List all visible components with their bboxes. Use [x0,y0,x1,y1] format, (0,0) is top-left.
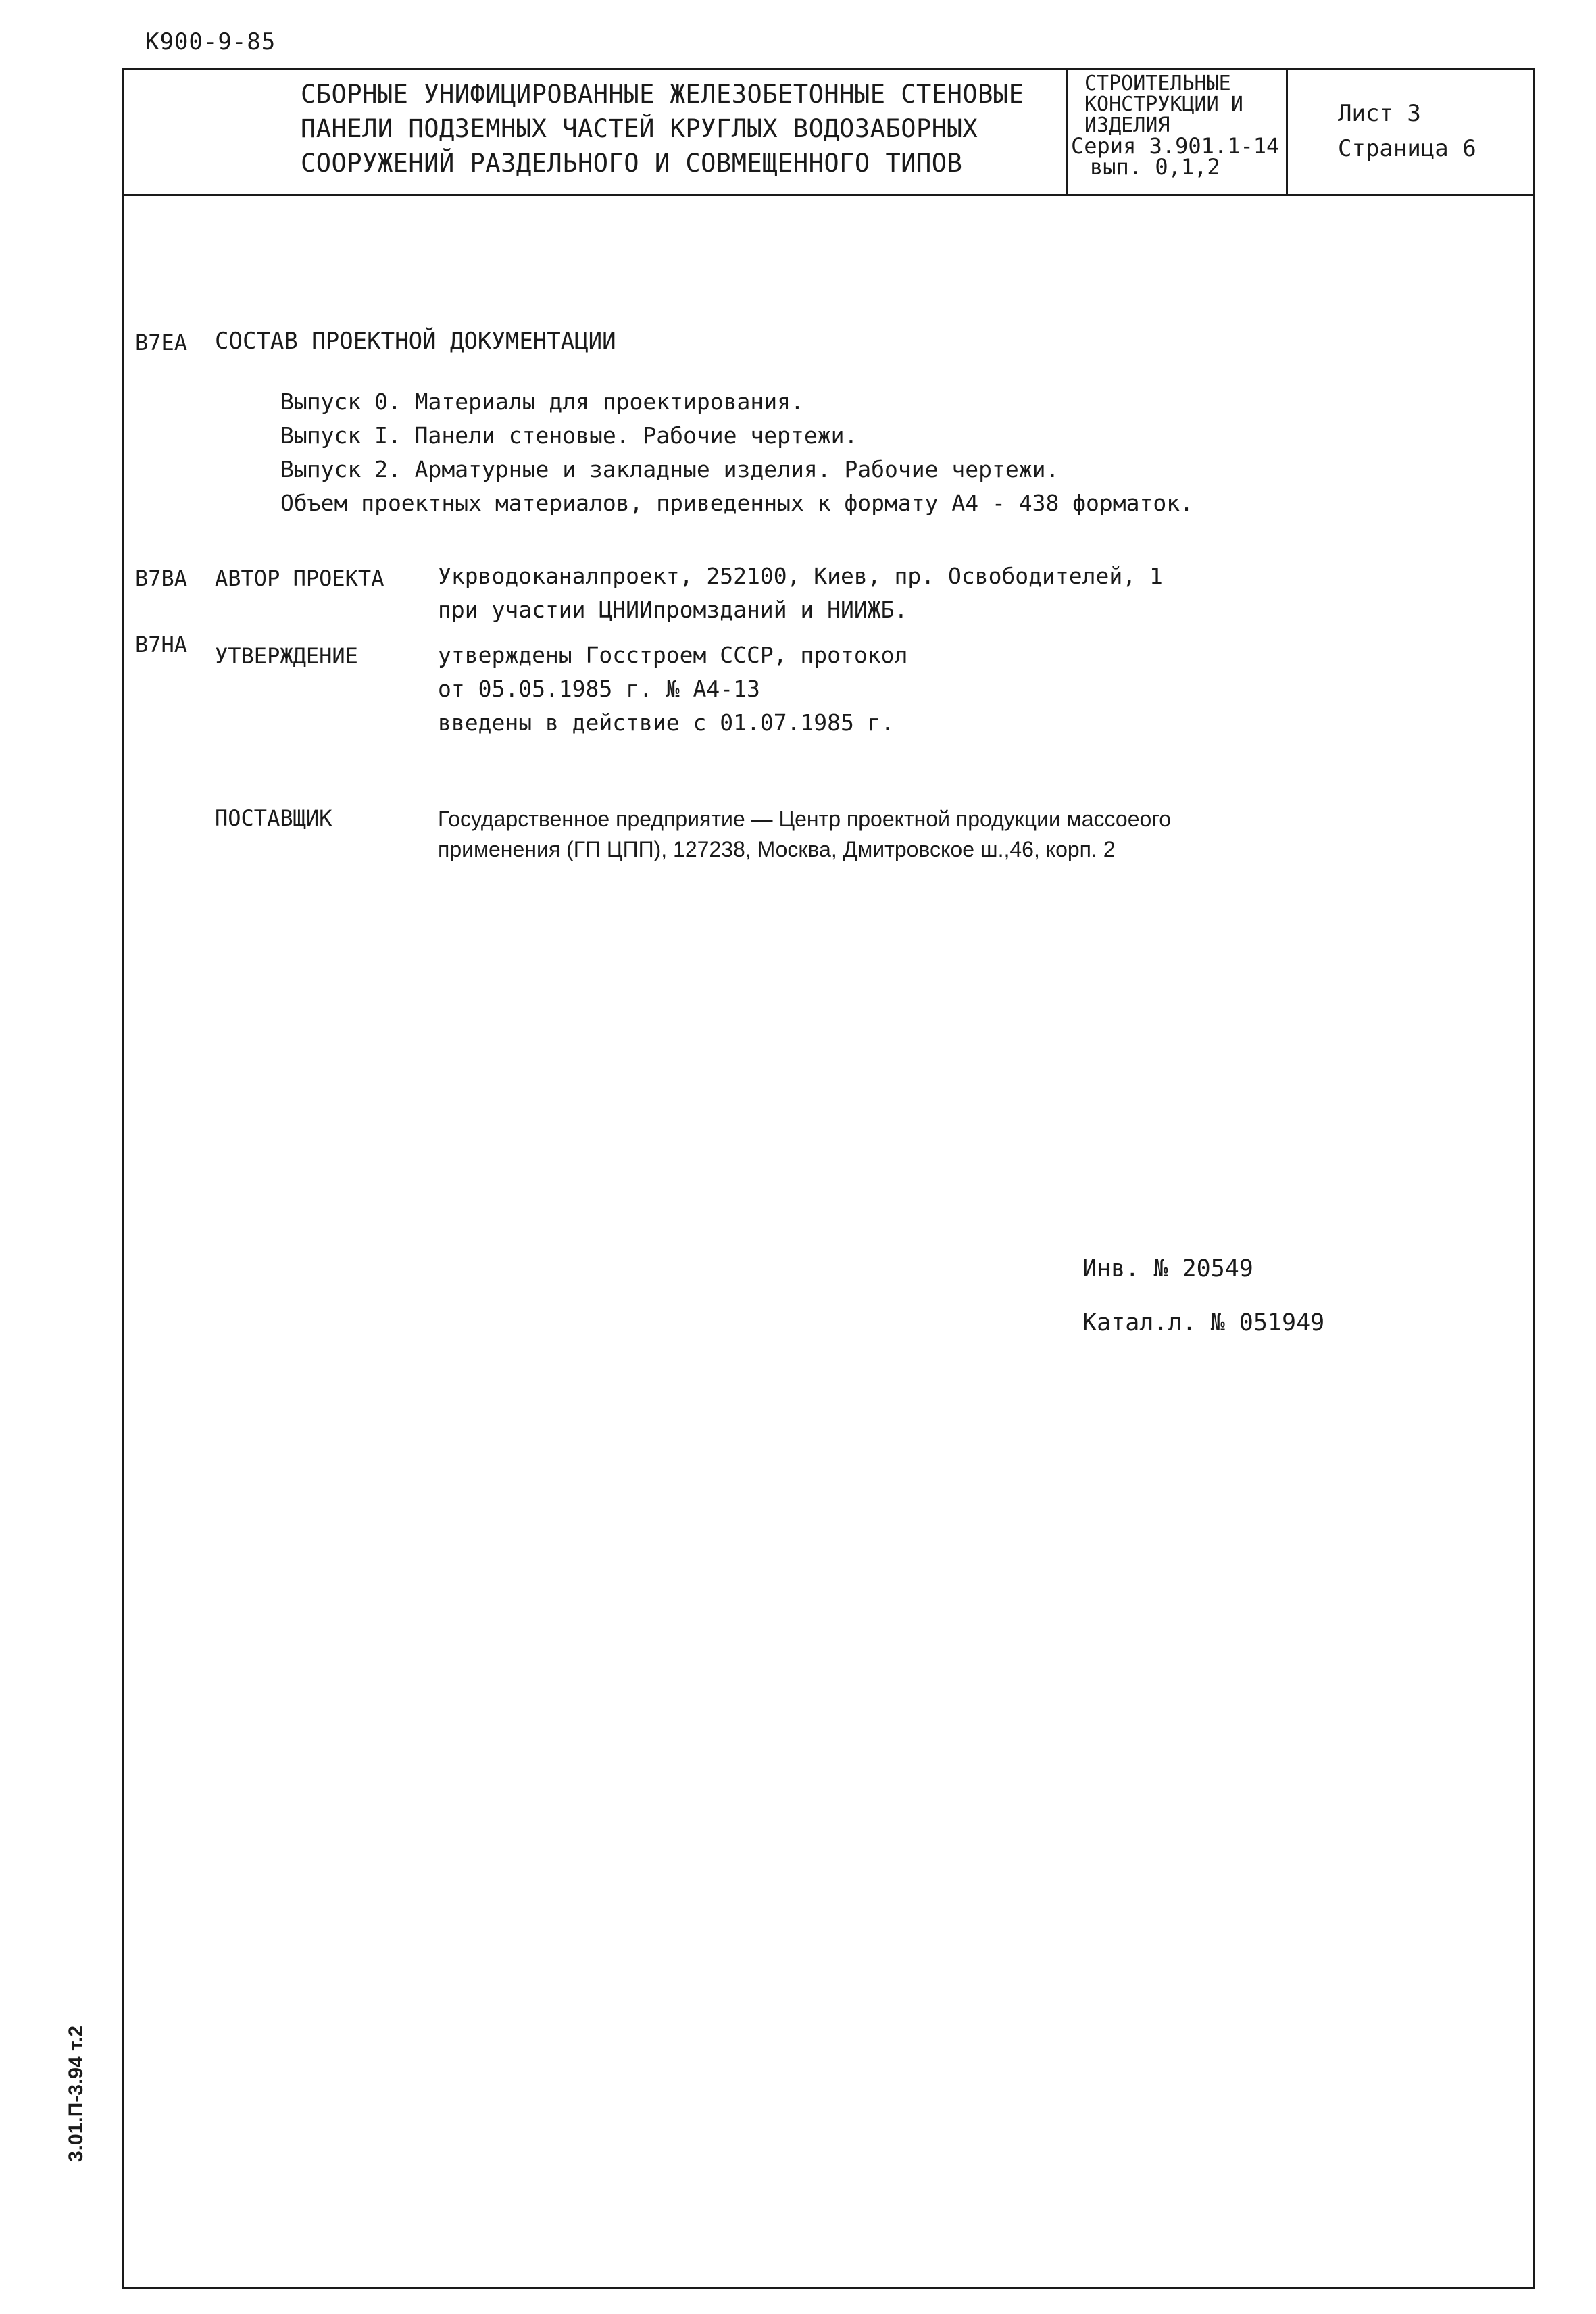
category-line: КОНСТРУКЦИИ И [1084,93,1243,116]
title-line: ПАНЕЛИ ПОДЗЕМНЫХ ЧАСТЕЙ КРУГЛЫХ ВОДОЗАБОРНЫХ [301,114,978,143]
composition-code: В7ЕА [135,330,188,355]
approval-line: от 05.05.1985 г. № А4-13 [438,676,760,702]
side-stamp [65,2025,105,2189]
approval-line: введены в действие с 01.07.1985 г. [438,709,895,736]
category-line: ИЗДЕЛИЯ [1084,114,1170,137]
title-line: СООРУЖЕНИЙ РАЗДЕЛЬНОГО И СОВМЕЩЕННОГО ТИПОВ [301,149,963,178]
author-line: при участии ЦНИИпромзданий и НИИЖБ. [438,597,908,623]
approval-text [438,638,907,740]
page-number: Страница 6 [1338,135,1476,162]
supplier-line: Государственное предприятие — Центр проектной продукции массоеого [438,807,1172,831]
side-stamp-text: 3.01.П-3.94 т.2 [65,2025,87,2162]
catalog-number: Катал.л. № 051949 [1082,1309,1325,1336]
series-number: Серия 3.901.1-14 [1071,133,1280,159]
supplier-line: применения (ГП ЦПП), 127238, Москва, Дмитровское ш.,46, корп. 2 [438,837,1116,861]
inventory-block [1082,1242,1324,1350]
composition-line: Объем проектных материалов, приведенных к формату А4 - 438 форматок. [280,490,1194,516]
approval-line: утверждены Госстроем СССР, протокол [438,642,908,668]
document-code: К900-9-85 [145,28,276,55]
approval-code: В7НА [135,632,188,657]
issues-list: вып. 0,1,2 [1090,154,1220,180]
composition-line: Выпуск 0. Материалы для проектирования. [280,388,804,415]
category-line: СТРОИТЕЛЬНЫЕ [1084,72,1231,95]
supplier-label: ПОСТАВЩИК [215,805,332,831]
title-block [122,68,1535,196]
sheet-number: Лист 3 [1338,100,1421,127]
supplier-text [438,804,1171,865]
author-label: АВТОР ПРОЕКТА [215,565,384,591]
inventory-number: Инв. № 20549 [1082,1255,1253,1282]
composition-line: Выпуск I. Панели стеновые. Рабочие чертежи. [280,422,858,449]
title-line: СБОРНЫЕ УНИФИЦИРОВАННЫЕ ЖЕЛЕЗОБЕТОННЫЕ СТЕНОВЫЕ [301,80,1024,109]
category-cell [1066,68,1288,194]
composition-line: Выпуск 2. Арматурные и закладные изделия. Рабочие чертежи. [280,456,1059,482]
approval-label: УТВЕРЖДЕНИЕ [215,643,358,669]
author-text [438,559,1163,627]
composition-heading: СОСТАВ ПРОЕКТНОЙ ДОКУМЕНТАЦИИ [215,328,616,355]
document-title [301,77,1179,180]
composition-list [280,385,1193,520]
sheet-cell [1338,96,1476,166]
author-code: В7ВА [135,565,188,591]
author-line: Укрводоканалпроект, 252100, Киев, пр. Освободителей, 1 [438,563,1163,589]
